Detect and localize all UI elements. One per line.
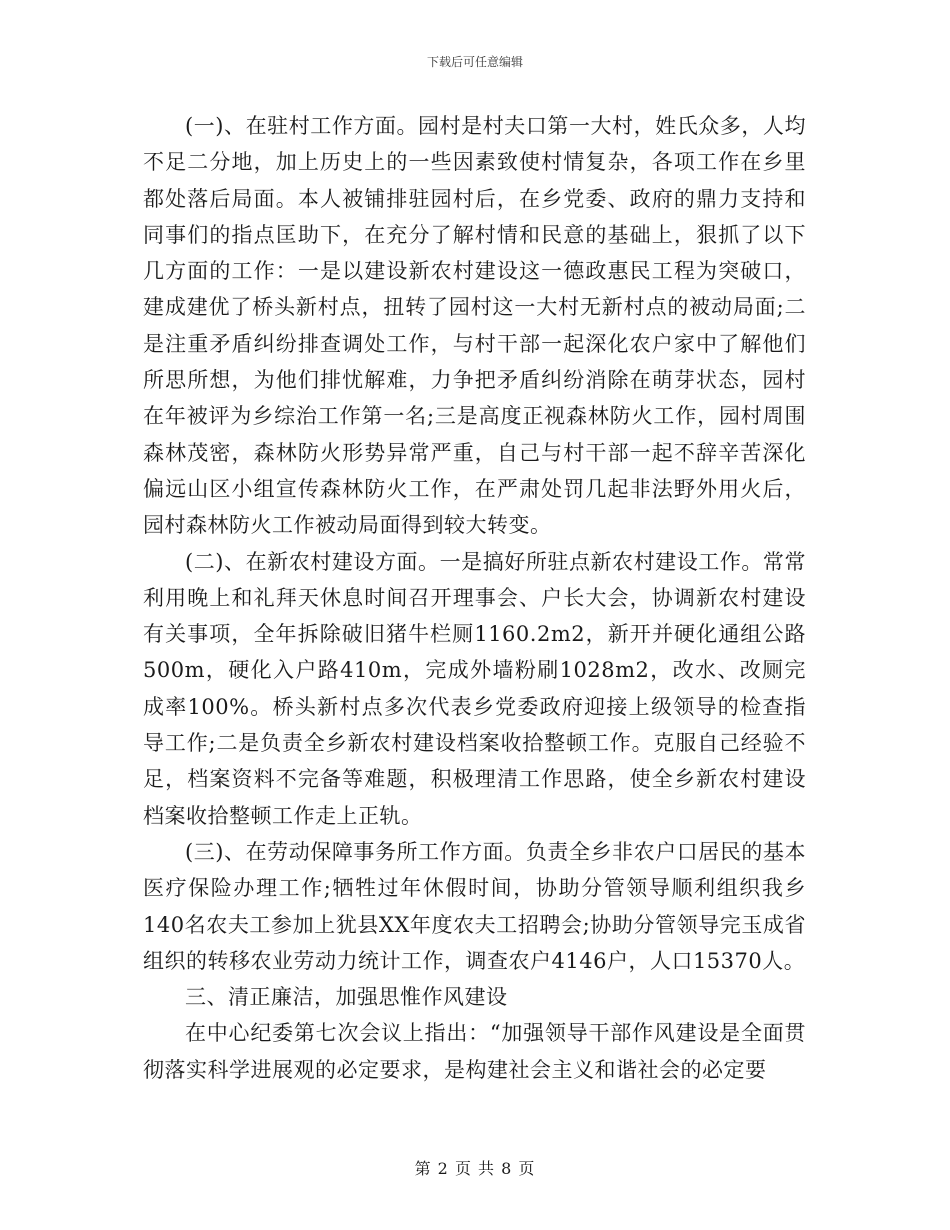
page-header: 下载后可任意编辑 [426, 55, 523, 69]
section-heading-integrity: 三、清正廉洁，加强思惟作风建设 [185, 985, 508, 1010]
paragraph-labor-security: (三)、在劳动保障事务所工作方面。负责全乡非农户口居民的基本医疗保险办理工作;牺牲过年休假时间，协助分管领导顺利组织我乡140名农夫工参加上犹县XX年度农夫工招聘会;协助分管领导完玉成省组织的转移农业劳动力统计工作，调查农户4146户，人口15370人。 [143, 839, 806, 973]
page-number: 第 2 页 共 8 页 [414, 1159, 536, 1178]
paragraph-discipline-meeting: 在中心纪委第七次会议上指出：“加强领导干部作风建设是全面贯彻落实科学进展观的必定要求，是构建社会主义和谐社会的必定要 [143, 1021, 806, 1082]
paragraph-new-countryside: (二)、在新农村建设方面。一是搞好所驻点新农村建设工作。常常利用晚上和礼拜天休息时间召开理事会、户长大会，协调新农村建设有关事项，全年拆除破旧猪牛栏厕1160.2m2，新开并硬化通组公路500m，硬化入户路410m，完成外墙粉刷1028m2，改水、改厕完成率100%。桥头新村点多次代表乡党委政府迎接上级领导的检查指导工作;二是负责全乡新农村建设档案收拾整顿工作。克服自己经验不足，档案资料不完备等难题，积极理清工作思路，使全乡新农村建设档案收拾整顿工作走上正轨。 [143, 549, 806, 828]
document-body [143, 108, 806, 1088]
paragraph-village-work: (一)、在驻村工作方面。园村是村夫口第一大村，姓氏众多，人均不足二分地，加上历史上的一些因素致使村情复杂，各项工作在乡里都处落后局面。本人被铺排驻园村后，在乡党委、政府的鼎力支持和同事们的指点匡助下，在充分了解村情和民意的基础上，狠抓了以下几方面的工作：一是以建设新农村建设这一德政惠民工程为突破口，建成建优了桥头新村点，扭转了园村这一大村无新村点的被动局面;二是注重矛盾纠纷排查调处工作，与村干部一起深化农户家中了解他们所思所想，为他们排忧解难，力争把矛盾纠纷消除在萌芽状态，园村在年被评为乡综治工作第一名;三是高度正视森林防火工作，园村周围森林茂密，森林防火形势异常严重，自己与村干部一起不辞辛苦深化偏远山区小组宣传森林防火工作，在严肃处罚几起非法野外用火后，园村森林防火工作被动局面得到较大转变。 [143, 114, 806, 538]
